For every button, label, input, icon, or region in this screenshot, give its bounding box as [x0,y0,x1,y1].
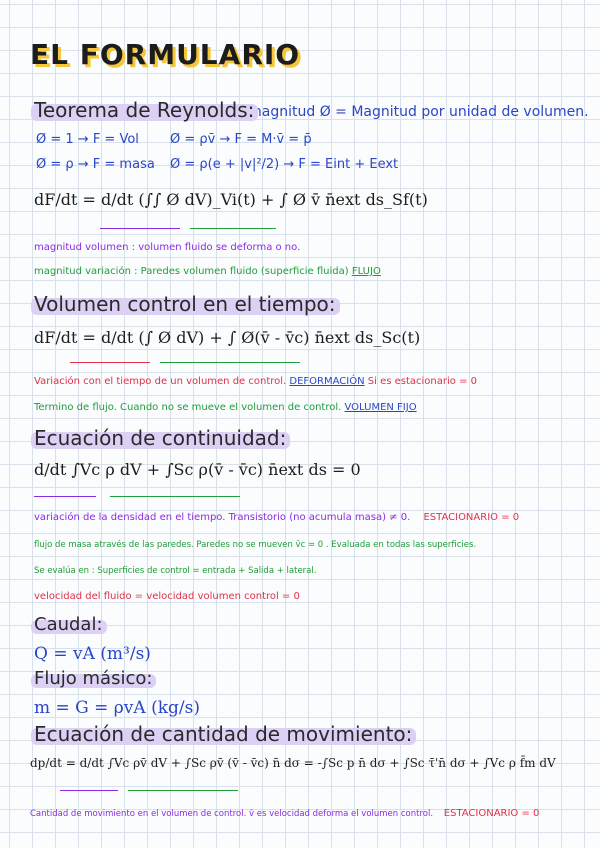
page-title: EL FORMULARIO [30,38,301,71]
reynolds-note-purple: magnitud volumen : volumen fluido se deforma o no. [34,242,301,253]
continuity-heading: Ecuación de continuidad: [34,426,287,450]
purple-bracket-2 [34,496,96,497]
control-volume-formula: dF/dt = d/dt (∫ Ø dV) + ∫ Ø(v̄ - v̄c) n̄ext ds_Sc(t) [34,328,421,347]
continuity-note-4: velocidad del fluido = velocidad volumen control = 0 [34,591,300,602]
continuity-note-3: Se evalúa en : Superficies de control = entrada + Salida + lateral. [34,566,317,576]
continuity-note-1: variación de la densidad en el tiempo. Transistorio (no acumula masa) ≠ 0. ESTACIONARIO = 0 [34,512,520,523]
reynolds-eq4: Ø = ρ(e + |v|²/2) → F = Eint + Eext [170,157,399,172]
reynolds-eq3: Ø = ρ → F = masa [36,157,155,172]
control-volume-note-green: Termino de flujo. Cuando no se mueve el volumen de control. VOLUMEN FIJO [34,402,417,413]
purple-bracket [100,228,180,229]
caudal-formula: Q = vA (m³/s) [34,644,151,664]
reynolds-eq2: Ø = ρv̄ → F = M·v̄ = p̄ [170,132,312,147]
reynolds-definition: F: magnitud Ø = Magnitud por unidad de volumen. [232,104,589,120]
flujo-masico-formula: m = G = ρvA (kg/s) [34,698,200,718]
control-volume-heading: Volumen control en el tiempo: [34,292,336,316]
reynolds-note-green: magnitud variación : Paredes volumen fluido (superficie fluida) FLUJO [34,266,381,277]
momentum-heading: Ecuación de cantidad de movimiento: [34,722,413,746]
reynolds-eq1: Ø = 1 → F = Vol [36,132,139,147]
purple-bracket-3 [60,790,118,791]
green-bracket-2 [160,362,300,363]
continuity-note-2: flujo de masa através de las paredes. Paredes no se mueven v̄c = 0 . Evaluada en todas las superficies. [34,540,477,550]
green-bracket [190,228,276,229]
continuity-formula: d/dt ∫Vc ρ dV + ∫Sc ρ(v̄ - v̄c) n̄ext ds = 0 [34,460,361,479]
reynolds-heading: Teorema de Reynolds: [34,98,255,122]
red-bracket [70,362,150,363]
momentum-formula: dp/dt = d/dt ∫Vc ρv̄ dV + ∫Sc ρv̄ (v̄ - v̄c) n̄ dσ = -∫Sc p n̄ dσ + ∫Sc τ̄'n̄ dσ + ∫Vc ρ f̄m dV [30,756,556,770]
caudal-heading: Caudal: [34,614,103,635]
flujo-masico-heading: Flujo másico: [34,668,153,689]
control-volume-note-red: Variación con el tiempo de un volumen de control. DEFORMACIÓN Si es estacionario = 0 [34,376,477,387]
green-bracket-3 [110,496,240,497]
momentum-note: Cantidad de movimiento en el volumen de control. v̄ es velocidad deforma el volumen control. ESTACIONARIO = 0 [30,808,540,819]
reynolds-main-formula: dF/dt = d/dt (∫∫ Ø dV)_Vi(t) + ∫ Ø v̄ n̄ext ds_Sf(t) [34,190,428,209]
green-bracket-4 [128,790,238,791]
